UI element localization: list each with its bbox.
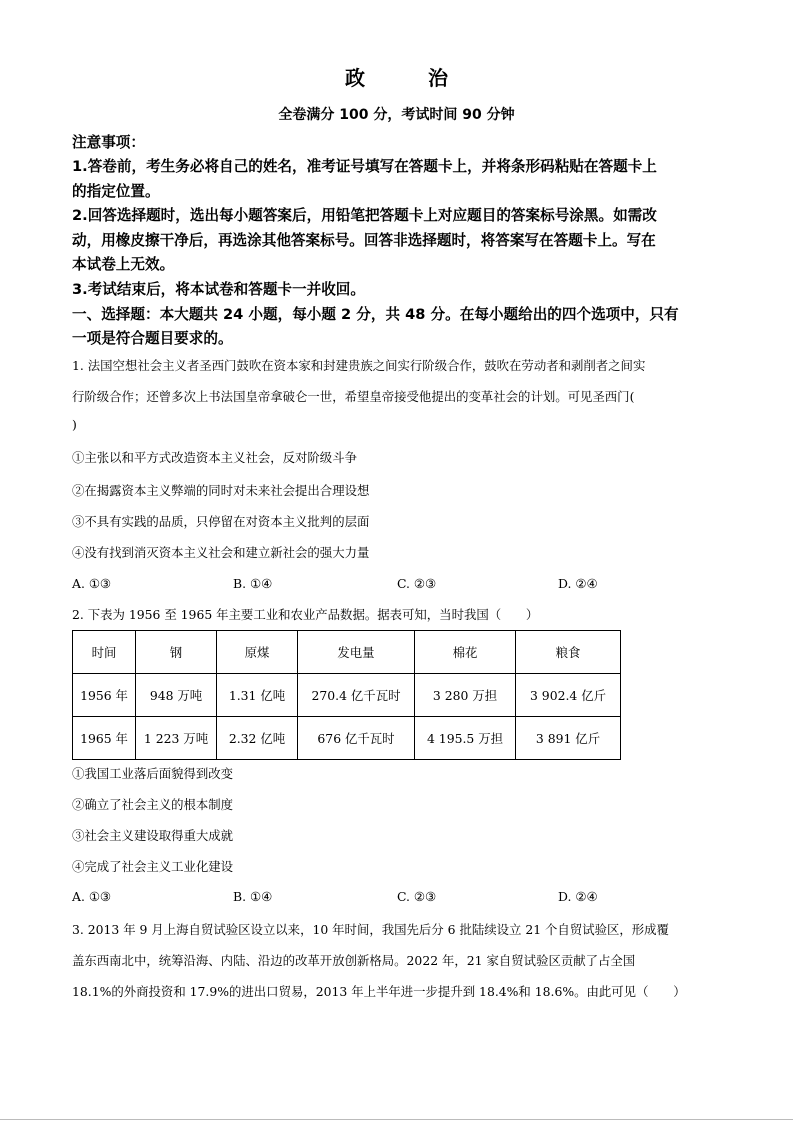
table-cell: 3 902.4 亿斤 [516, 674, 621, 717]
table-header-cell: 发电量 [298, 631, 415, 674]
q2-statement-1: ①我国工业落后面貌得到改变 [72, 766, 234, 781]
page-bottom-divider [0, 1119, 793, 1120]
q1-statement-2: ②在揭露资本主义弊端的同时对未来社会提出合理设想 [72, 483, 370, 498]
table-cell: 3 280 万担 [415, 674, 516, 717]
table-header-cell: 时间 [73, 631, 136, 674]
q2-option-d[interactable]: D. ②④ [558, 889, 598, 904]
q2-option-c[interactable]: C. ②③ [397, 889, 437, 904]
table-cell: 1.31 亿吨 [217, 674, 298, 717]
notice-heading: 注意事项： [72, 134, 145, 151]
section-heading-cont: 一项是符合题目要求的。 [72, 330, 233, 347]
q2-statement-2: ②确立了社会主义的根本制度 [72, 797, 234, 812]
notice-item-1: 1.答卷前，考生务必将自己的姓名，准考证号填写在答题卡上，并将条形码粘贴在答题卡上 [72, 158, 657, 175]
q3-stem-end: 18.1%的外商投资和 17.9%的进出口贸易，2013 年上半年进一步提升到 18.4%和 18.6%。由此可见（ ） [72, 984, 686, 999]
q1-option-a[interactable]: A. ①③ [72, 576, 112, 591]
q2-stem: 2. 下表为 1956 至 1965 年主要工业和农业产品数据。据表可知，当时我国（ ） [72, 607, 539, 622]
q2-option-b[interactable]: B. ①④ [233, 889, 273, 904]
table-cell: 676 亿千瓦时 [298, 717, 415, 760]
q1-option-c[interactable]: C. ②③ [397, 576, 437, 591]
q2-option-a[interactable]: A. ①③ [72, 889, 112, 904]
table-header-row [73, 631, 621, 674]
q2-data-table [72, 630, 621, 760]
notice-item-2: 2.回答选择题时，选出每小题答案后，用铅笔把答题卡上对应题目的答案标号涂黑。如需改 [72, 207, 657, 224]
table-header-cell: 钢 [136, 631, 217, 674]
table-row [73, 717, 621, 760]
q1-statement-1: ①主张以和平方式改造资本主义社会，反对阶级斗争 [72, 450, 357, 465]
table-cell: 2.32 亿吨 [217, 717, 298, 760]
q2-statement-4: ④完成了社会主义工业化建设 [72, 859, 234, 874]
notice-item-2-cont2: 本试卷上无效。 [72, 256, 175, 273]
table-header-cell: 原煤 [217, 631, 298, 674]
table-cell: 4 195.5 万担 [415, 717, 516, 760]
q1-statement-4: ④没有找到消灭资本主义社会和建立新社会的强大力量 [72, 545, 370, 560]
q3-stem-cont: 盖东西南北中，统筹沿海、内陆、沿边的改革开放创新格局。2022 年，21 家自贸试验区贡献了占全国 [72, 953, 636, 968]
q1-option-d[interactable]: D. ②④ [558, 576, 598, 591]
table-header-cell: 粮食 [516, 631, 621, 674]
q1-stem-end: ) [72, 417, 77, 432]
q1-stem-cont: 行阶级合作；还曾多次上书法国皇帝拿破仑一世，希望皇帝接受他提出的变革社会的计划。可见圣西门( [72, 389, 635, 404]
table-cell: 1 223 万吨 [136, 717, 217, 760]
notice-item-2-cont: 动，用橡皮擦干净后，再选涂其他答案标号。回答非选择题时，将答案写在答题卡上。写在 [72, 232, 656, 249]
q1-statement-3: ③不具有实践的品质，只停留在对资本主义批判的层面 [72, 514, 370, 529]
table-cell: 3 891 亿斤 [516, 717, 621, 760]
table-cell: 1956 年 [73, 674, 136, 717]
table-header-cell: 棉花 [415, 631, 516, 674]
q1-stem: 1. 法国空想社会主义者圣西门鼓吹在资本家和封建贵族之间实行阶级合作，鼓吹在劳动者和剥削者之间实 [72, 358, 646, 373]
notice-item-3: 3.考试结束后，将本试卷和答题卡一并收回。 [72, 281, 365, 298]
table-cell: 270.4 亿千瓦时 [298, 674, 415, 717]
table-row [73, 674, 621, 717]
q2-statement-3: ③社会主义建设取得重大成就 [72, 828, 234, 843]
notice-item-1-cont: 的指定位置。 [72, 183, 160, 200]
table-cell: 948 万吨 [136, 674, 217, 717]
q1-option-b[interactable]: B. ①④ [233, 576, 273, 591]
q3-stem: 3. 2013 年 9 月上海自贸试验区设立以来，10 年时间，我国先后分 6 批陆续设立 21 个自贸试验区，形成覆 [72, 922, 669, 937]
section-heading: 一、选择题：本大题共 24 小题，每小题 2 分，共 48 分。在每小题给出的四个选项中，只有 [72, 306, 679, 323]
table-cell: 1965 年 [73, 717, 136, 760]
page-title: 政 治 [345, 66, 476, 90]
exam-info: 全卷满分 100 分，考试时间 90 分钟 [278, 107, 515, 123]
